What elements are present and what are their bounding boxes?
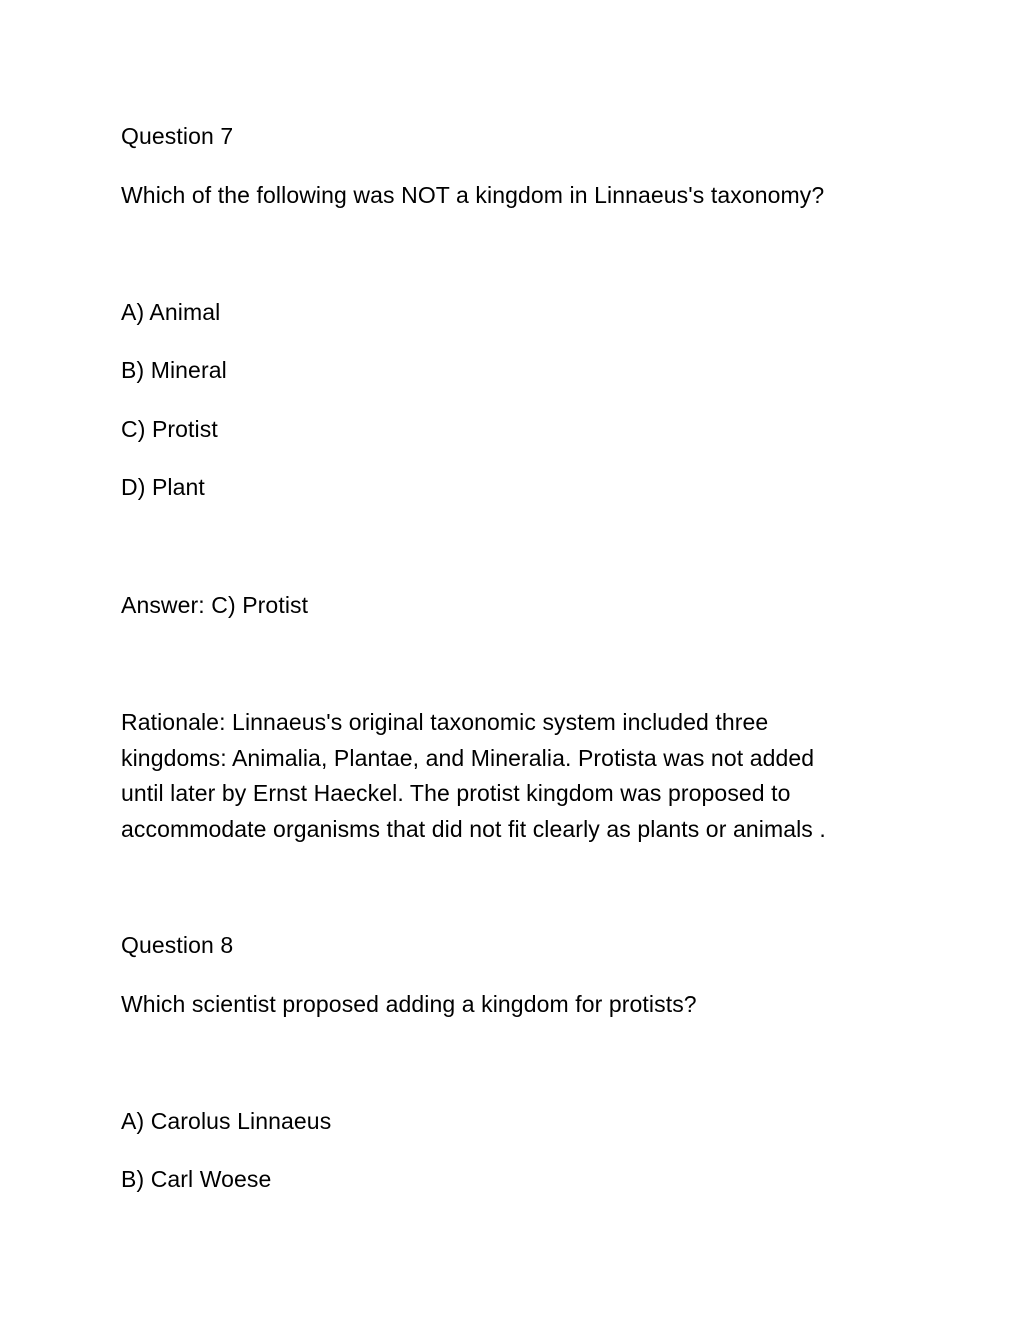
- rationale-line: Rationale: Linnaeus's original taxonomic system included three: [121, 709, 769, 735]
- answer-option: B) Carl Woese: [121, 1166, 272, 1192]
- question-heading: Question 8: [121, 932, 234, 958]
- question-prompt: Which of the following was NOT a kingdom in Linnaeus's taxonomy?: [121, 182, 825, 208]
- rationale-line: kingdoms: Animalia, Plantae, and Mineralia. Protista was not added: [121, 744, 815, 771]
- answer-key: Answer: C) Protist: [121, 592, 309, 618]
- answer-option: A) Animal: [121, 299, 221, 325]
- question-prompt: Which scientist proposed adding a kingdom for protists?: [121, 991, 697, 1017]
- answer-option: B) Mineral: [121, 357, 227, 383]
- answer-option: A) Carolus Linnaeus: [121, 1108, 332, 1134]
- question-heading: Question 7: [121, 123, 234, 149]
- rationale-line: until later by Ernst Haeckel. The protist kingdom was proposed to: [121, 780, 791, 806]
- answer-option: C) Protist: [121, 416, 218, 442]
- rationale-line: accommodate organisms that did not fit clearly as plants or animals .: [121, 815, 826, 842]
- rationale-paragraph: [121, 705, 901, 847]
- answer-option: D) Plant: [121, 474, 205, 500]
